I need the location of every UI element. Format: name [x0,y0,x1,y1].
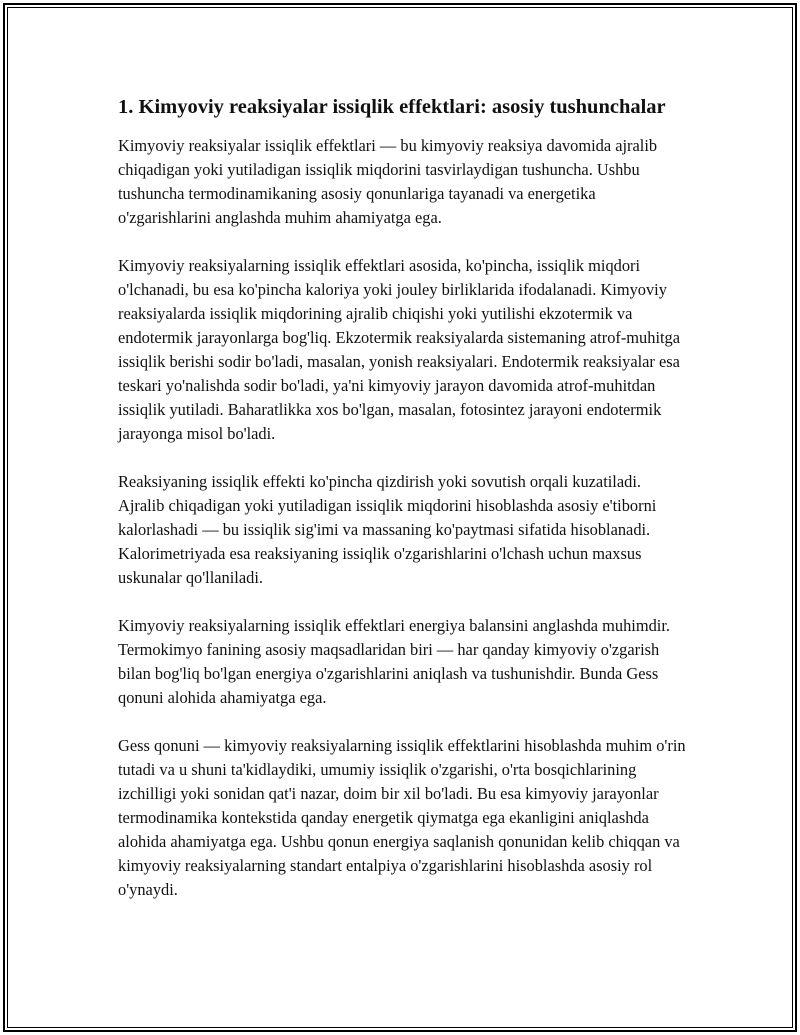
paragraph-3: Reaksiyaning issiqlik effekti ko'pincha qizdirish yoki sovutish orqali kuzatiladi. Ajralib chiqadigan yoki yutiladigan issiqlik miqdorini hisoblashda asosiy e'tiborni kalorlashadi — bu issiqlik sig'imi va massaning ko'paytmasi sifatida hisoblanadi. Kalorimetriyada esa reaksiyaning issiqlik o'zgarishlarini o'lchash uchun maxsus uskunalar qo'llaniladi. [118,472,657,587]
paragraph-1: Kimyoviy reaksiyalar issiqlik effektlari — bu kimyoviy reaksiya davomida ajralib chiqadigan yoki yutiladigan issiqlik miqdorini tasvirlaydigan tushuncha. Ushbu tushuncha termodinamikaning asosiy qonunlariga tayanadi va energetika o'zgarishlarini anglashda muhim ahamiyatga ega. [118,136,658,227]
section-title: 1. Kimyoviy reaksiyalar issiqlik effektlari: asosiy tushunchalar [118,96,666,118]
document-body [118,94,688,926]
paragraph-4: Kimyoviy reaksiyalarning issiqlik effektlari energiya balansini anglashda muhimdir. Termokimyo fanining asosiy maqsadlaridan biri — har qanday kimyoviy o'zgarish bilan bog'liq bo'lgan energiya o'zgarishlarini aniqlash va tushunishdir. Bunda Gess qonuni alohida ahamiyatga ega. [118,616,670,707]
paragraph-5: Gess qonuni — kimyoviy reaksiyalarning issiqlik effektlarini hisoblashda muhim o'rin tutadi va u shuni ta'kidlaydiki, umumiy issiqlik o'zgarishi, o'rta bosqichlarining izchilligi yoki sonidan qat'i nazar, doim bir xil bo'ladi. Bu esa kimyoviy jarayonlar termodinamika kontekstida qanday energetik qiymatga ega ekanligini aniqlashda alohida ahamiyatga ega. Ushbu qonun energiya saqlanish qonunidan kelib chiqqan va kimyoviy reaksiyalarning standart entalpiya o'zgarishlarini hisoblashda asosiy rol o'ynaydi. [118,736,686,899]
paragraph-2: Kimyoviy reaksiyalarning issiqlik effektlari asosida, ko'pincha, issiqlik miqdori o'lchanadi, bu esa ko'pincha kaloriya yoki jouley birliklarida ifodalanadi. Kimyoviy reaksiyalarda issiqlik miqdorining ajralib chiqishi yoki yutilishi ekzotermik va endotermik jarayonlarga bog'liq. Ekzotermik reaksiyalarda sistemaning atrof-muhitga issiqlik berishi sodir bo'ladi, masalan, yonish reaksiyalari. Endotermik reaksiyalar esa teskari yo'nalishda sodir bo'ladi, ya'ni kimyoviy jarayon davomida atrof-muhitdan issiqlik yutiladi. Baharatlikka xos bo'lgan, masalan, fotosintez jarayoni endotermik jarayonga misol bo'ladi. [118,256,681,443]
